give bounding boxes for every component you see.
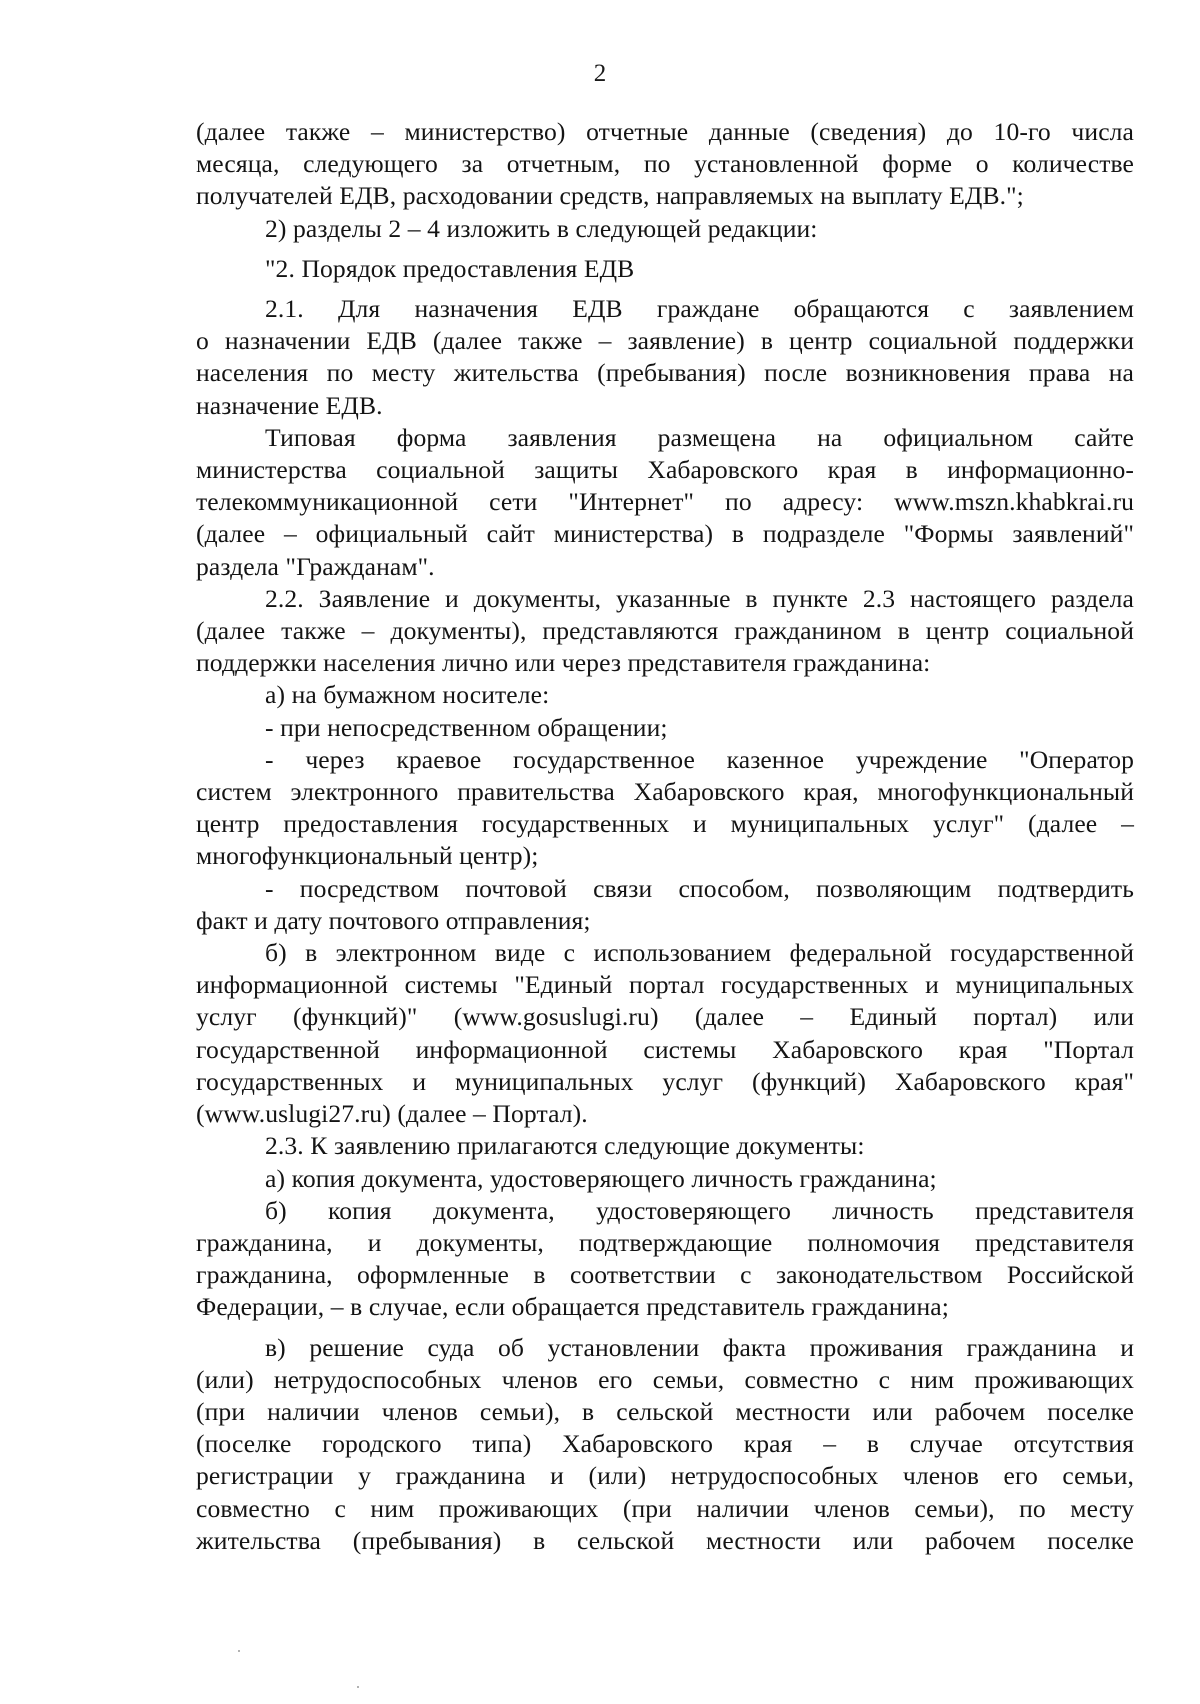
text-line: поддержки населения лично или через представителя гражданина: bbox=[196, 648, 931, 678]
text-line: телекоммуникационной сети "Интернет" по адресу: www.mszn.khabkrai.ru bbox=[196, 487, 1134, 517]
text-line: в) решение суда об установлении факта проживания гражданина и bbox=[265, 1332, 1134, 1362]
text-line: - через краевое государственное казенное учреждение "Оператор bbox=[265, 744, 1134, 774]
text-line: министерства социальной защиты Хабаровского края в информационно- bbox=[196, 455, 1134, 485]
text-line: Типовая форма заявления размещена на официальном сайте bbox=[265, 422, 1134, 452]
text-line: жительства (пребывания) в сельской местности или рабочем поселке bbox=[196, 1525, 1134, 1555]
page-number: 2 bbox=[593, 60, 607, 87]
text-line: (далее также – документы), представляются гражданином в центр социальной bbox=[196, 616, 1134, 646]
text-line: (или) нетрудоспособных членов его семьи, совместно с ним проживающих bbox=[196, 1364, 1134, 1394]
text-line: 2.1. Для назначения ЕДВ граждане обращаются с заявлением bbox=[265, 294, 1134, 324]
text-line: государственных и муниципальных услуг (функций) Хабаровского края" bbox=[196, 1066, 1134, 1096]
text-line: (далее – официальный сайт министерства) в подразделе "Формы заявлений" bbox=[196, 519, 1134, 549]
text-line: получателей ЕДВ, расходовании средств, направляемых на выплату ЕДВ."; bbox=[196, 181, 1024, 211]
text-line: - при непосредственном обращении; bbox=[265, 712, 668, 742]
document-body bbox=[196, 116, 1134, 1557]
scan-speck bbox=[238, 1650, 240, 1652]
text-line: о назначении ЕДВ (далее также – заявление) в центр социальной поддержки bbox=[196, 326, 1134, 356]
text-line: центр предоставления государственных и муниципальных услуг" (далее – bbox=[196, 809, 1134, 839]
text-line: а) на бумажном носителе: bbox=[265, 680, 550, 710]
text-line: систем электронного правительства Хабаровского края, многофункциональный bbox=[196, 777, 1134, 807]
text-line: назначение ЕДВ. bbox=[196, 390, 383, 420]
text-line: б) копия документа, удостоверяющего личность представителя bbox=[265, 1195, 1134, 1225]
text-line: "2. Порядок предоставления ЕДВ bbox=[265, 253, 635, 283]
text-line: населения по месту жительства (пребывания) после возникновения права на bbox=[196, 358, 1134, 388]
text-line: - посредством почтовой связи способом, позволяющим подтвердить bbox=[265, 873, 1134, 903]
text-line: гражданина, оформленные в соответствии с законодательством Российской bbox=[196, 1260, 1134, 1290]
text-line: а) копия документа, удостоверяющего личность гражданина; bbox=[265, 1163, 937, 1193]
text-line: государственной информационной системы Хабаровского края "Портал bbox=[196, 1034, 1134, 1064]
text-line: (www.uslugi27.ru) (далее – Портал). bbox=[196, 1099, 588, 1129]
text-line: раздела "Гражданам". bbox=[196, 551, 435, 581]
text-line: (при наличии членов семьи), в сельской местности или рабочем поселке bbox=[196, 1396, 1134, 1426]
text-line: б) в электронном виде с использованием федеральной государственной bbox=[265, 938, 1134, 968]
text-line: регистрации у гражданина и (или) нетрудоспособных членов его семьи, bbox=[196, 1461, 1134, 1491]
text-line: 2.3. К заявлению прилагаются следующие документы: bbox=[265, 1131, 865, 1161]
scan-speck bbox=[357, 1686, 359, 1688]
text-line: информационной системы "Единый портал государственных и муниципальных bbox=[196, 970, 1134, 1000]
text-line: 2) разделы 2 – 4 изложить в следующей редакции: bbox=[265, 213, 818, 243]
text-line: услуг (функций)" (www.gosuslugi.ru) (далее – Единый портал) или bbox=[196, 1002, 1134, 1032]
text-line: Федерации, – в случае, если обращается представитель гражданина; bbox=[196, 1292, 949, 1322]
text-line: (поселке городского типа) Хабаровского края – в случае отсутствия bbox=[196, 1429, 1134, 1459]
text-line: 2.2. Заявление и документы, указанные в пункте 2.3 настоящего раздела bbox=[265, 583, 1134, 613]
text-line: (далее также – министерство) отчетные данные (сведения) до 10-го числа bbox=[196, 117, 1134, 146]
text-line: совместно с ним проживающих (при наличии членов семьи), по месту bbox=[196, 1493, 1134, 1523]
text-line: многофункциональный центр); bbox=[196, 841, 539, 871]
text-line: месяца, следующего за отчетным, по установленной форме о количестве bbox=[196, 149, 1134, 179]
text-line: гражданина, и документы, подтверждающие полномочия представителя bbox=[196, 1227, 1134, 1257]
text-line: факт и дату почтового отправления; bbox=[196, 905, 591, 935]
